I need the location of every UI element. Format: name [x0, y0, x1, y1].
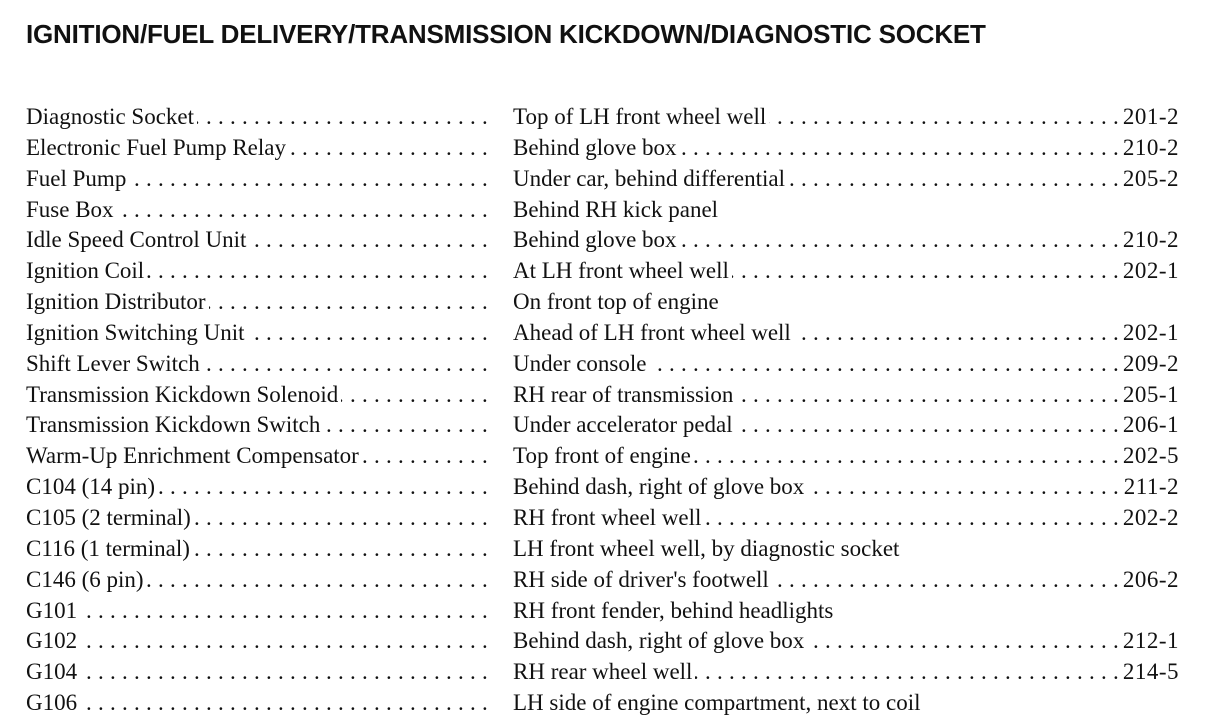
component-name: C105 (2 terminal) [26, 505, 194, 530]
component-name: G102 [26, 628, 80, 653]
list-item [26, 472, 1186, 503]
location-cell [513, 164, 1119, 194]
list-item [26, 164, 1186, 195]
component-name: Ignition Coil [26, 258, 147, 283]
list-item [26, 102, 1186, 133]
component-cell [26, 349, 494, 379]
component-cell [26, 164, 494, 194]
location-cell [513, 596, 1119, 626]
list-item [26, 626, 1186, 657]
location-cell [513, 318, 1119, 348]
page-reference: 202-1 [1122, 258, 1179, 284]
list-item [26, 287, 1186, 318]
component-name: Transmission Kickdown Solenoid [26, 382, 341, 407]
list-item [26, 565, 1186, 596]
list-item [26, 534, 1186, 565]
component-cell [26, 503, 494, 533]
location-text: RH rear wheel well [513, 659, 695, 684]
component-cell [26, 565, 494, 595]
page-reference: 202-1 [1122, 319, 1179, 345]
location-cell [513, 503, 1119, 533]
location-cell [513, 472, 1119, 502]
page-reference: 206-1 [1122, 412, 1179, 438]
component-cell [26, 102, 494, 132]
location-cell [513, 657, 1119, 687]
location-text: LH side of engine compartment, next to coil [513, 690, 924, 715]
component-cell [26, 195, 494, 225]
component-cell [26, 133, 494, 163]
component-name: Ignition Switching Unit [26, 320, 248, 345]
component-name: Transmission Kickdown Switch [26, 412, 323, 437]
list-item [26, 688, 1186, 719]
location-text: RH rear of transmission [513, 382, 736, 407]
location-cell [513, 565, 1119, 595]
location-cell [513, 349, 1119, 379]
list-item [26, 380, 1186, 411]
list-item [26, 441, 1186, 472]
location-cell [513, 102, 1119, 132]
page-reference: 211-2 [1123, 474, 1179, 500]
list-item [26, 503, 1186, 534]
location-cell [513, 195, 1119, 225]
page-reference: 202-2 [1122, 504, 1179, 530]
list-item [26, 256, 1186, 287]
list-item [26, 410, 1186, 441]
location-text: Behind glove box [513, 135, 680, 160]
component-cell [26, 410, 494, 440]
component-name: Fuel Pump [26, 166, 129, 191]
leader-dots [26, 688, 494, 718]
component-name: Idle Speed Control Unit [26, 227, 249, 252]
location-cell [513, 133, 1119, 163]
component-name: Shift Lever Switch [26, 351, 203, 376]
location-cell [513, 688, 1119, 718]
location-text: RH side of driver's footwell [513, 567, 772, 592]
list-item [26, 318, 1186, 349]
component-cell [26, 318, 494, 348]
location-text: Ahead of LH front wheel well [513, 320, 794, 345]
page-reference: 205-1 [1122, 381, 1179, 407]
component-cell [26, 287, 494, 317]
component-cell [26, 472, 494, 502]
location-text: LH front wheel well, by diagnostic socket [513, 536, 902, 561]
component-cell [26, 256, 494, 286]
location-text: Top of LH front wheel well [513, 104, 769, 129]
component-cell [26, 626, 494, 656]
component-name: C146 (6 pin) [26, 567, 147, 592]
location-text: Behind dash, right of glove box [513, 474, 807, 499]
component-name: G101 [26, 598, 80, 623]
location-text: Behind RH kick panel [513, 197, 721, 222]
location-cell [513, 225, 1119, 255]
section-title: IGNITION/FUEL DELIVERY/TRANSMISSION KICKDOWN/DIAGNOSTIC SOCKET [26, 19, 986, 49]
page-reference: 210-2 [1122, 134, 1179, 160]
location-text: Under console [513, 351, 650, 376]
component-cell [26, 657, 494, 687]
location-text: Behind glove box [513, 227, 680, 252]
component-cell [26, 225, 494, 255]
component-name: G106 [26, 690, 80, 715]
location-cell [513, 380, 1119, 410]
list-item [26, 657, 1186, 688]
component-name: Fuse Box [26, 197, 117, 222]
component-cell [26, 534, 494, 564]
location-cell [513, 410, 1119, 440]
list-item [26, 349, 1186, 380]
component-name: Electronic Fuel Pump Relay [26, 135, 289, 160]
location-text: RH front fender, behind headlights [513, 598, 836, 623]
list-item [26, 596, 1186, 627]
list-item [26, 225, 1186, 256]
component-cell [26, 596, 494, 626]
location-text: Behind dash, right of glove box [513, 628, 807, 653]
component-cell [26, 688, 494, 718]
location-text: Under car, behind differential [513, 166, 788, 191]
location-text: RH front wheel well [513, 505, 704, 530]
component-name: Diagnostic Socket [26, 104, 197, 129]
location-text: On front top of engine [513, 289, 722, 314]
location-cell [513, 626, 1119, 656]
component-name: C116 (1 terminal) [26, 536, 193, 561]
component-location-list [26, 102, 1186, 719]
page-reference: 214-5 [1122, 659, 1179, 685]
leader-dots [26, 596, 494, 626]
location-cell [513, 287, 1119, 317]
leader-dots [26, 626, 494, 656]
location-text: At LH front wheel well [513, 258, 732, 283]
list-item [26, 195, 1186, 226]
component-name: C104 (14 pin) [26, 474, 158, 499]
leader-dots [26, 657, 494, 687]
component-name: Warm-Up Enrichment Compensator [26, 443, 362, 468]
page-reference: 205-2 [1122, 165, 1179, 191]
location-cell [513, 441, 1119, 471]
location-cell [513, 534, 1119, 564]
component-name: Ignition Distributor [26, 289, 209, 314]
location-text: Top front of engine [513, 443, 694, 468]
page-reference: 210-2 [1122, 227, 1179, 253]
list-item [26, 133, 1186, 164]
page-reference: 206-2 [1122, 566, 1179, 592]
location-text: Under accelerator pedal [513, 412, 736, 437]
page-reference: 212-1 [1122, 628, 1179, 654]
component-name: G104 [26, 659, 80, 684]
location-cell [513, 256, 1119, 286]
page-reference: 202-5 [1122, 443, 1179, 469]
page-reference: 209-2 [1122, 350, 1179, 376]
component-cell [26, 441, 494, 471]
page-reference: 201-2 [1122, 104, 1179, 129]
component-cell [26, 380, 494, 410]
